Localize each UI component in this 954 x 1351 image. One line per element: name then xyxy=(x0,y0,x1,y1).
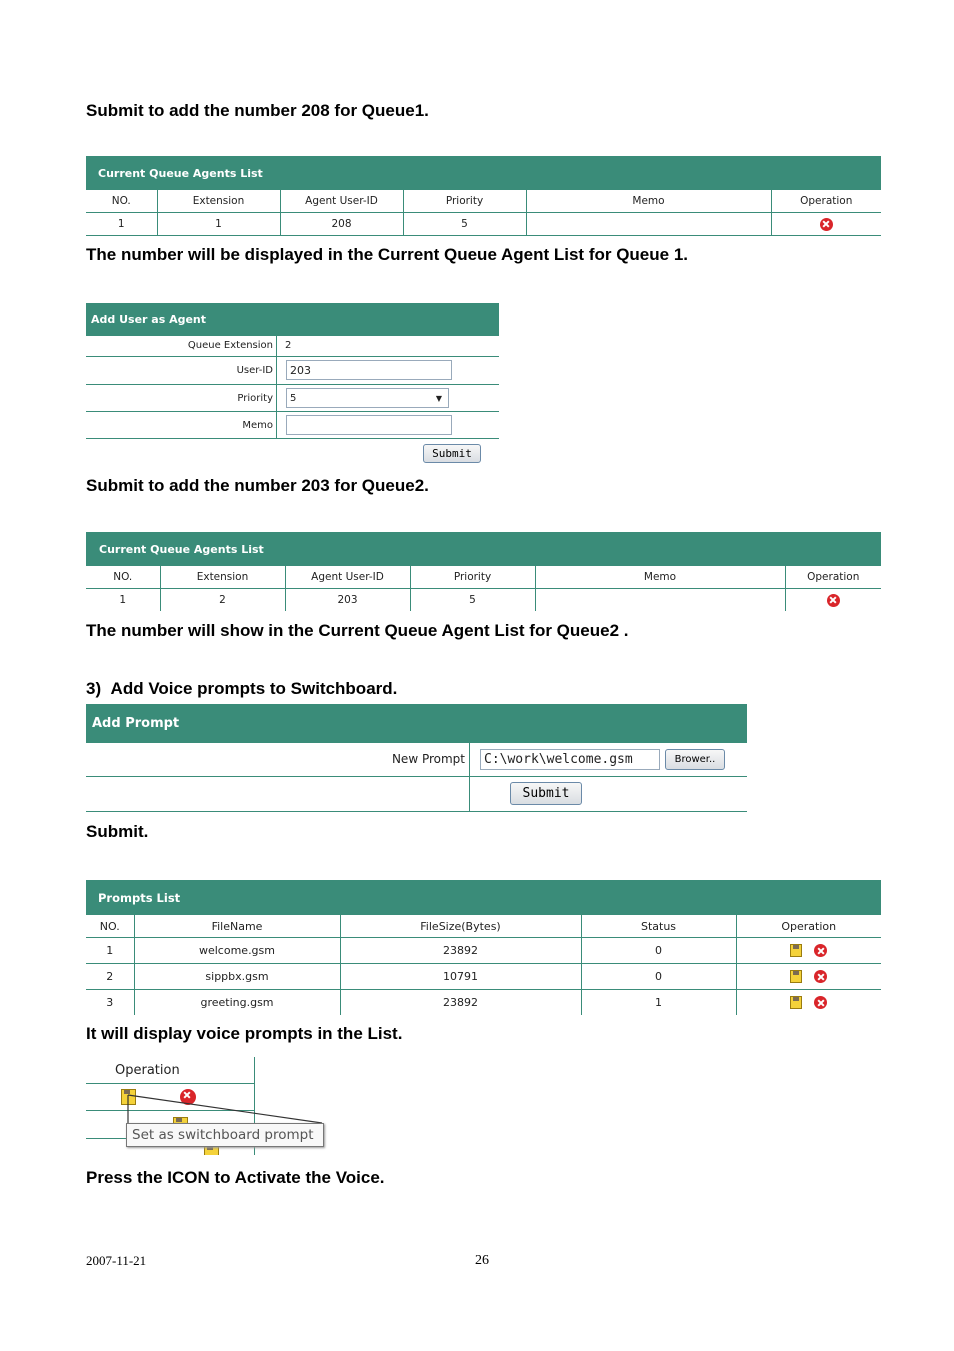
table-row xyxy=(86,938,881,964)
set-switchboard-prompt-icon[interactable] xyxy=(790,970,802,983)
instruction-text: The number will be displayed in the Current Queue Agent List for Queue 1. xyxy=(86,245,689,264)
cell-status: 1 xyxy=(581,990,736,1016)
set-switchboard-prompt-icon[interactable] xyxy=(790,944,802,957)
add-user-form-title: Add User as Agent xyxy=(86,303,499,336)
priority-select-value: 5 xyxy=(290,392,297,404)
table-row xyxy=(86,213,881,236)
footer-date: 2007-11-21 xyxy=(86,1253,147,1268)
table-row xyxy=(86,990,881,1016)
page-number: 26 xyxy=(475,1253,489,1268)
cell-memo xyxy=(535,589,785,612)
cell-filesize: 10791 xyxy=(340,964,581,990)
form-divider xyxy=(276,412,277,438)
submit-button[interactable]: Submit xyxy=(423,444,481,463)
queue-extension-label: Queue Extension xyxy=(187,340,273,351)
col-header-agent-user-id: Agent User-ID xyxy=(285,566,410,589)
file-path-input[interactable]: C:\work\welcome.gsm xyxy=(480,749,660,770)
new-prompt-label: New Prompt xyxy=(391,752,465,766)
user-id-label: User-ID xyxy=(236,365,273,376)
cell-status: 0 xyxy=(581,964,736,990)
add-prompt-title: Add Prompt xyxy=(86,704,747,743)
col-header-priority: Priority xyxy=(410,566,535,589)
cell-filesize: 23892 xyxy=(340,990,581,1016)
submit-row xyxy=(86,777,747,812)
form-divider xyxy=(469,777,470,811)
instruction-text: Press the ICON to Activate the Voice. xyxy=(86,1168,385,1187)
delete-icon[interactable] xyxy=(820,218,833,231)
cell-status: 0 xyxy=(581,938,736,964)
instruction-text: Submit to add the number 203 for Queue2. xyxy=(86,476,429,495)
col-header-filesize: FileSize(Bytes) xyxy=(340,915,581,938)
delete-icon[interactable] xyxy=(814,944,827,957)
agents-table-1 xyxy=(86,190,881,236)
col-header-extension: Extension xyxy=(160,566,285,589)
col-header-status: Status xyxy=(581,915,736,938)
agents-table-2 xyxy=(86,566,881,611)
form-divider xyxy=(276,385,277,411)
col-header-operation: Operation xyxy=(736,915,881,938)
cell-no: 1 xyxy=(86,938,134,964)
cell-no: 2 xyxy=(86,964,134,990)
memo-input[interactable] xyxy=(286,415,452,435)
prompts-table xyxy=(86,915,881,1015)
priority-label: Priority xyxy=(237,393,273,404)
new-prompt-row xyxy=(86,743,747,777)
col-header-priority: Priority xyxy=(403,190,526,213)
instruction-text: The number will show in the Current Queue Agent List for Queue2 . xyxy=(86,621,629,640)
cell-priority: 5 xyxy=(410,589,535,612)
delete-icon[interactable] xyxy=(814,996,827,1009)
cell-filename: greeting.gsm xyxy=(134,990,340,1016)
col-header-operation: Operation xyxy=(771,190,881,213)
cell-operation xyxy=(736,938,881,964)
agents-list-title: Current Queue Agents List xyxy=(86,156,881,190)
form-divider xyxy=(276,357,277,384)
table-row xyxy=(86,964,881,990)
chevron-down-icon: ▼ xyxy=(435,394,442,403)
col-header-agent-user-id: Agent User-ID xyxy=(280,190,403,213)
cell-operation xyxy=(771,213,881,236)
col-header-memo: Memo xyxy=(526,190,771,213)
col-header-memo: Memo xyxy=(535,566,785,589)
col-header-operation: Operation xyxy=(785,566,881,589)
instruction-text: Submit. xyxy=(86,822,149,841)
cell-operation xyxy=(785,589,881,612)
instruction-text: Submit to add the number 208 for Queue1. xyxy=(86,101,429,120)
delete-icon[interactable] xyxy=(827,594,840,607)
cell-agent-user-id: 203 xyxy=(285,589,410,612)
cell-priority: 5 xyxy=(403,213,526,236)
agents-list-title: Current Queue Agents List xyxy=(86,532,881,566)
submit-button[interactable]: Submit xyxy=(510,782,582,805)
prompts-list-title: Prompts List xyxy=(86,880,881,915)
table-row xyxy=(86,589,881,612)
queue-extension-row xyxy=(86,336,499,357)
delete-icon[interactable] xyxy=(814,970,827,983)
cell-filename: sippbx.gsm xyxy=(134,964,340,990)
set-switchboard-prompt-icon[interactable] xyxy=(790,996,802,1009)
cell-filename: welcome.gsm xyxy=(134,938,340,964)
tooltip: Set as switchboard prompt xyxy=(126,1123,324,1147)
cell-no: 1 xyxy=(86,213,157,236)
form-divider xyxy=(469,743,470,776)
queue-extension-value: 2 xyxy=(285,340,292,351)
cell-filesize: 23892 xyxy=(340,938,581,964)
cell-extension: 2 xyxy=(160,589,285,612)
cell-no: 3 xyxy=(86,990,134,1016)
section-heading: 3) Add Voice prompts to Switchboard. xyxy=(86,679,398,698)
cell-memo xyxy=(526,213,771,236)
form-divider xyxy=(276,336,277,356)
col-header-no: NO. xyxy=(86,190,157,213)
cell-agent-user-id: 208 xyxy=(280,213,403,236)
cell-operation xyxy=(736,990,881,1016)
user-id-input[interactable]: 203 xyxy=(286,360,452,380)
zoom-header-label: Operation xyxy=(115,1063,180,1078)
col-header-no: NO. xyxy=(86,915,134,938)
cell-operation xyxy=(736,964,881,990)
cell-no: 1 xyxy=(86,589,160,612)
memo-row xyxy=(86,412,499,439)
instruction-text: It will display voice prompts in the List. xyxy=(86,1024,403,1043)
memo-label: Memo xyxy=(242,420,273,431)
user-id-row xyxy=(86,357,499,385)
priority-select[interactable] xyxy=(286,388,449,408)
col-header-no: NO. xyxy=(86,566,160,589)
col-header-extension: Extension xyxy=(157,190,280,213)
priority-row xyxy=(86,385,499,412)
browse-button[interactable]: Brower.. xyxy=(665,749,725,770)
cell-extension: 1 xyxy=(157,213,280,236)
col-header-filename: FileName xyxy=(134,915,340,938)
